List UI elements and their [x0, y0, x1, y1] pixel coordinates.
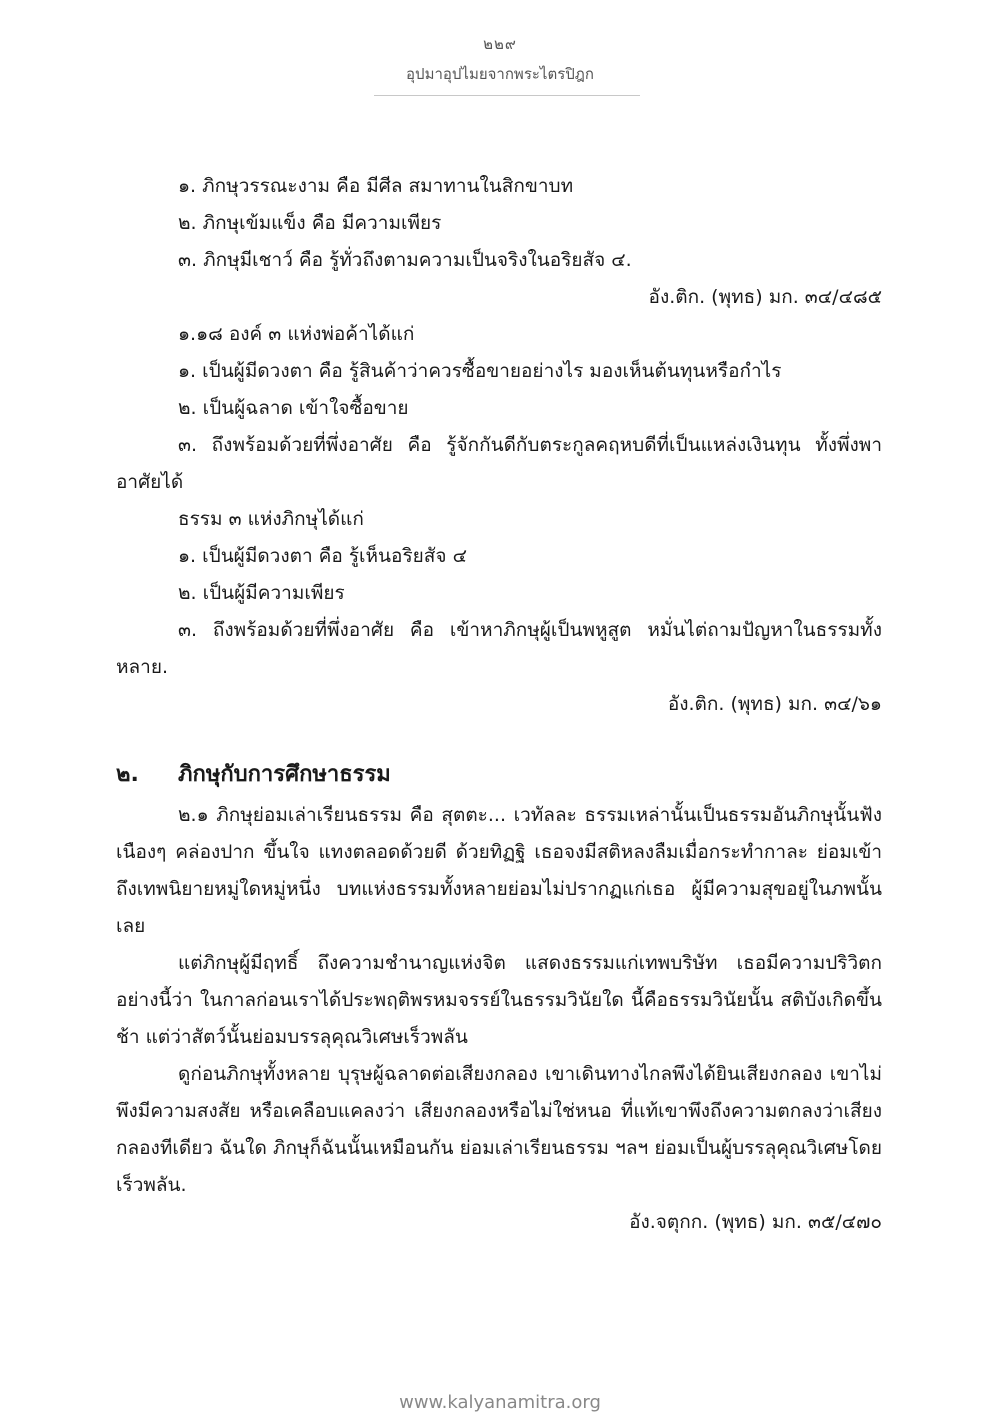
list-item: ๒. เป็นผู้ฉลาด เข้าใจซื้อขาย — [178, 397, 409, 419]
paragraph: ๒.๑ ภิกษุย่อมเล่าเรียนธรรม คือ สุตตะ... เวทัลละ ธรรมเหล่านั้นเป็นธรรมอันภิกษุนั้นฟังเนืองๆ คล่องปาก ขึ้นใจ แทงตลอดด้วยดี ด้วยทิฏฐิ เธอจงมีสติหลงลืมเมื่อกระทำกาละ ย่อมเข้าถึงเทพนิยายหมู่ใดหมู่หนึ่ง บทแห่งธรรมทั้งหลายย่อมไม่ปรากฏแก่เธอ ผู้มีความสุขอยู่ในภพนั้นเลย — [116, 804, 882, 937]
list-item: ๒. เป็นผู้มีความเพียร — [178, 582, 345, 604]
list-item: ๑. เป็นผู้มีดวงตา คือ รู้สินค้าว่าควรซื้อขายอย่างไร มองเห็นต้นทุนหรือกำไร — [178, 360, 782, 382]
citation: อัง.จตุกก. (พุทธ) มก. ๓๕/๔๗๐ — [629, 1211, 882, 1233]
page-content — [116, 168, 882, 1241]
header-divider — [374, 95, 640, 96]
section-heading — [116, 755, 882, 795]
subheading: ธรรม ๓ แห่งภิกษุได้แก่ — [178, 508, 364, 530]
section-title: ภิกษุกับการศึกษาธรรม — [178, 762, 391, 787]
list-item-paragraph: ๓. ถึงพร้อมด้วยที่พึ่งอาศัย คือ เข้าหาภิกษุผู้เป็นพหูสูต หมั่นไต่ถามปัญหาในธรรมทั้งหลาย. — [116, 619, 882, 678]
footer-url: www.kalyanamitra.org — [399, 1392, 601, 1413]
paragraph: ดูก่อนภิกษุทั้งหลาย บุรุษผู้ฉลาดต่อเสียงกลอง เขาเดินทางไกลพึงได้ยินเสียงกลอง เขาไม่พึงมีความสงสัย หรือเคลือบแคลงว่า เสียงกลองหรือไม่ใช่หนอ ที่แท้เขาพึงถึงความตกลงว่าเสียงกลองทีเดียว ฉันใด ภิกษุก็ฉันนั้นเหมือนกัน ย่อมเล่าเรียนธรรม ฯลฯ ย่อมเป็นผู้บรรลุคุณวิเศษโดยเร็วพลัน. — [116, 1063, 882, 1196]
citation: อัง.ติก. (พุทธ) มก. ๓๔/๖๑ — [667, 693, 882, 715]
paragraph: แต่ภิกษุผู้มีฤทธิ์ ถึงความชำนาญแห่งจิต แสดงธรรมแก่เทพบริษัท เธอมีความปริวิตกอย่างนี้ว่า ในกาลก่อนเราได้ประพฤติพรหมจรรย์ในธรรมวินัยใด นี้คือธรรมวินัยนั้น สติบังเกิดขึ้นช้า แต่ว่าสัตว์นั้นย่อมบรรลุคุณวิเศษเร็วพลัน — [116, 952, 882, 1048]
list-item: ๑. เป็นผู้มีดวงตา คือ รู้เห็นอริยสัจ ๔ — [178, 545, 467, 567]
citation: อัง.ติก. (พุทธ) มก. ๓๔/๔๘๕ — [648, 286, 882, 308]
list-item-paragraph: ๓. ถึงพร้อมด้วยที่พึ่งอาศัย คือ รู้จักกันดีกับตระกูลคฤหบดีที่เป็นแหล่งเงินทุน ทั้งพึ่งพาอาศัยได้ — [116, 434, 882, 493]
section-number: ๒. — [116, 762, 139, 787]
list-item: ๑. ภิกษุวรรณะงาม คือ มีศีล สมาทานในสิกขาบท — [178, 175, 574, 197]
page-number: ๒๒๙ — [483, 35, 517, 53]
subheading: ๑.๑๘ องค์ ๓ แห่งพ่อค้าได้แก่ — [178, 323, 415, 345]
list-item: ๓. ภิกษุมีเชาว์ คือ รู้ทั่วถึงตามความเป็นจริงในอริยสัจ ๔. — [178, 249, 632, 271]
book-title: อุปมาอุปไมยจากพระไตรปิฎก — [406, 65, 594, 83]
list-item: ๒. ภิกษุเข้มแข็ง คือ มีความเพียร — [178, 212, 442, 234]
